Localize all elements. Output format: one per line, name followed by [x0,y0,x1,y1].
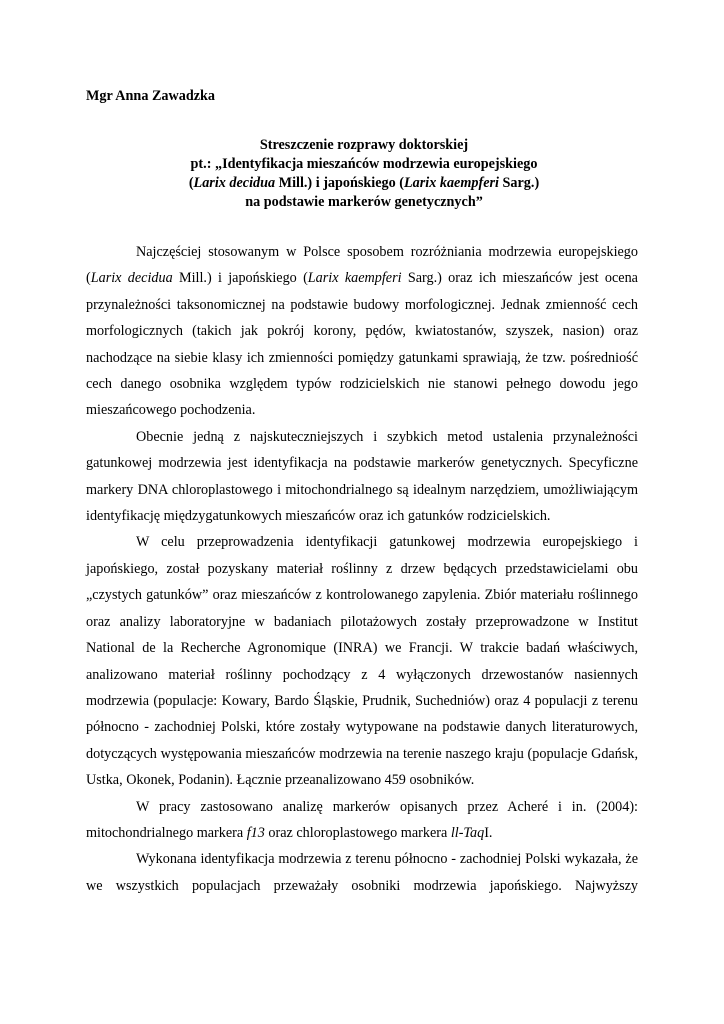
marker-name: ll-Taq [450,824,485,841]
species-name: Larix kaempferi [307,270,402,287]
title-line-1: Streszczenie rozprawy doktorskiej [259,137,469,153]
paragraph-1: Najczęściej stosowanym w Polsce sposobem rozróżniania modrzewia europejskiego (Larix decidua Mill.) i japońskiego (Larix kaempferi Sarg.) oraz ich mieszańców jest ocena przynależności taksonomicznej na podstawie budowy morfologicznej. Jednak zmienność cech morfologicznych (takich jak pokrój korony, pędów, kwiatostanów, szyszek, nasion) oraz nachodzące na siebie klasy ich zmienności pomiędzy gatunkami sprawiają, że tzw. pośredniość cech danego osobnika względem typów rodzicielskich nie stanowi pełnego dowodu jego mieszańcowego pochodzenia. [86,244,638,419]
paragraph-5: Wykonana identyfikacja modrzewia z terenu północno - zachodniej Polski wykazała, że we wszystkich populacjach przeważały osobniki modrzewia japońskiego. Najwyższy [86,851,638,894]
species-name: Larix decidua [90,270,173,287]
species-name: Larix kaempferi [404,175,499,191]
title-line-2: pt.: „Identyfikacja mieszańców modrzewia europejskiego [190,156,538,172]
paragraph-3: W celu przeprowadzenia identyfikacji gatunkowej modrzewia europejskiego i japońskiego, został pozyskany materiał roślinny z drzew będących przedstawicielami obu „czystych gatunków” oraz mieszańców z kontrolowanego zapylenia. Zbiór materiału roślinnego oraz analizy laboratoryjne w badaniach pilotażowych zostały przeprowadzone w Institut National de la Recherche Agronomique (INRA) we Francji. W trakcie badań właściwych, analizowano materiał roślinny pochodzący z 4 wyłączonych drzewostanów nasiennych modrzewia (populacje: Kowary, Bardo Śląskie, Prudnik, Suchedniów) oraz 4 populacji z terenu północno - zachodniej Polski, które zostały wytypowane na podstawie danych literaturowych, dotyczących występowania mieszańców modrzewia na terenie naszego kraju (populacje Gdańsk, Ustka, Okonek, Podanin). Łącznie przeanalizowano 459 osobników. [86,534,638,789]
author-name: Mgr Anna Zawadzka [86,88,216,104]
thesis-title [86,136,642,212]
marker-name: f13 [246,824,265,841]
paragraph-4: W pracy zastosowano analizę markerów opisanych przez Acheré i in. (2004): mitochondrialnego markera f13 oraz chloroplastowego markera ll-TaqI. [86,798,638,841]
paragraph-2: Obecnie jedną z najskuteczniejszych i szybkich metod ustalenia przynależności gatunkowej modrzewia jest identyfikacja na podstawie markerów genetycznych. Specyficzne markery DNA chloroplastowego i mitochondrialnego są idealnym narzędziem, umożliwiającym identyfikację międzygatunkowych mieszańców oraz ich gatunków rodzicielskich. [86,428,638,525]
abstract-body [86,239,638,899]
title-line-4: na podstawie markerów genetycznych” [245,194,483,210]
title-line-3: (Larix decidua Mill.) i japońskiego (Larix kaempferi Sarg.) [188,175,540,191]
species-name: Larix decidua [193,175,276,191]
